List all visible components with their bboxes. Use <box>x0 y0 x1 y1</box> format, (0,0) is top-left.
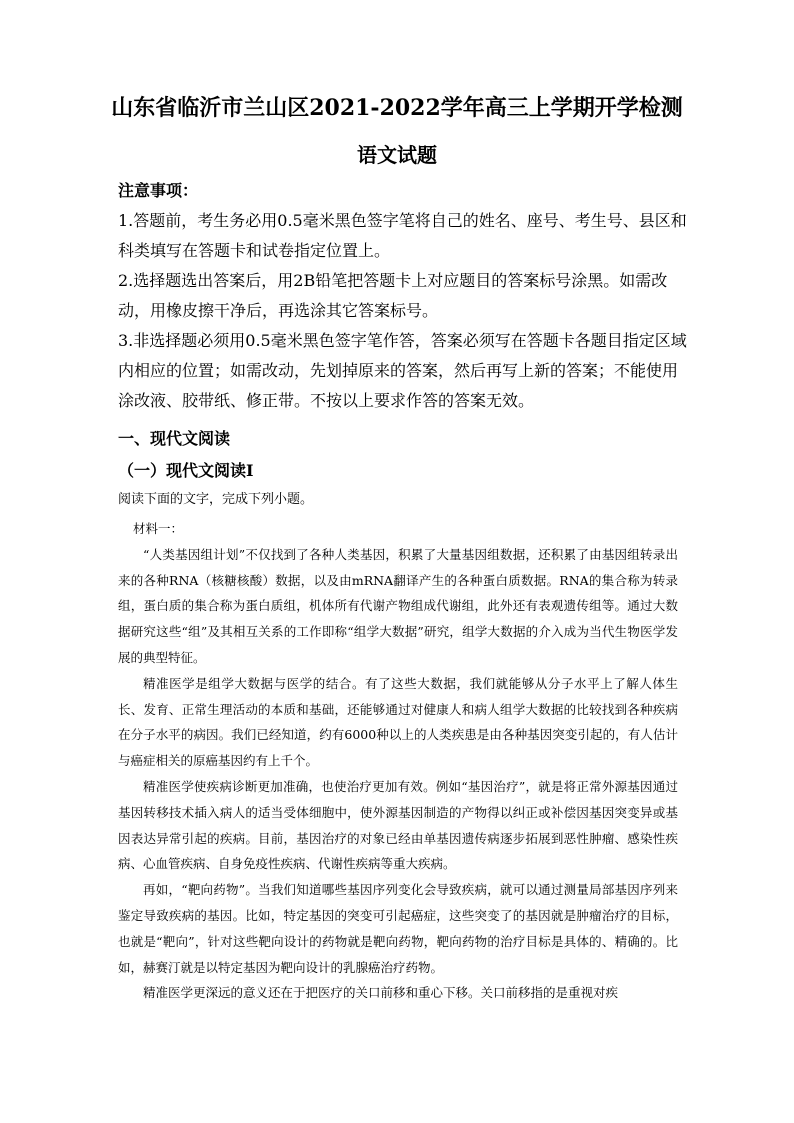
material-paragraph-3: 精准医学使疾病诊断更加准确，也使治疗更加有效。例如“基因治疗”，就是将正常外源基因通过基因转移技术插入病人的适当受体细胞中，使外源基因制造的产物得以纠正或补偿因基因突变异或基因表达异常引起的疾病。目前，基因治疗的对象已经由单基因遗传病逐步拓展到恶性肿瘤、感染性疾病、心血管疾病、自身免疫性疾病、代谢性疾病等重大疾病。 <box>118 778 678 872</box>
section-subtitle: （一）现代文阅读Ⅰ <box>118 461 254 480</box>
notes-block <box>118 176 688 416</box>
material-paragraph-4: 再如，“靶向药物”。当我们知道哪些基因序列变化会导致疾病，就可以通过测量局部基因序列来鉴定导致疾病的基因。比如，特定基因的突变可引起癌症，这些突变了的基因就是肿瘤治疗的目标，也就是“靶向”，针对这些靶向设计的药物就是靶向药物，靶向药物的治疗目标是具体的、精确的。比如，赫赛汀就是以特定基因为靶向设计的乳腺癌治疗药物。 <box>118 882 678 975</box>
exam-title: 山东省临沂市兰山区2021-2022学年高三上学期开学检测 <box>111 95 683 121</box>
section-title: 一、现代文阅读 <box>118 429 231 448</box>
notes-heading: 注意事项： <box>118 181 199 200</box>
material-label: 材料一： <box>133 521 184 536</box>
section-instruction: 阅读下面的文字，完成下列小题。 <box>118 491 314 506</box>
note-item-1: 1.答题前，考生务必用0.5毫米黑色签字笔将自己的姓名、座号、考生号、县区和科类填写在答题卡和试卷指定位置上。 <box>118 211 687 260</box>
material-paragraph-2: 精准医学是组学大数据与医学的结合。有了这些大数据，我们就能够从分子水平上了解人体生长、发育、正常生理活动的本质和基础，还能够通过对健康人和病人组学大数据的比较找到各种疾病在分子水平的病因。我们已经知道，约有6000种以上的人类疾患是由各种基因突变引起的，有人估计与癌症相关的原癌基因约有上千个。 <box>118 675 678 769</box>
material-body <box>118 516 678 1006</box>
note-item-3: 3.非选择题必须用0.5毫米黑色签字笔作答，答案必须写在答题卡各题目指定区域内相应的位置；如需改动，先划掉原来的答案，然后再写上新的答案；不能使用涂改液、胶带纸、修正带。不按以上要求作答的答案无效。 <box>118 331 687 410</box>
material-paragraph-5: 精准医学更深远的意义还在于把医疗的关口前移和重心下移。关口前移指的是重视对疾 <box>143 985 619 1001</box>
material-paragraph-1: “人类基因组计划”不仅找到了各种人类基因，积累了大量基因组数据，还积累了由基因组转录出来的各种RNA（核糖核酸）数据，以及由mRNA翻译产生的各种蛋白质数据。RNA的集合称为转录组，蛋白质的集合称为蛋白质组，机体所有代谢产物组成代谢组，此外还有表观遗传组等。通过大数据研究这些“组”及其相互关系的工作即称“组学大数据”研究，组学大数据的介入成为当代生物医学发展的典型特征。 <box>118 546 678 665</box>
exam-subtitle: 语文试题 <box>357 143 437 167</box>
note-item-2: 2.选择题选出答案后，用2B铅笔把答题卡上对应题目的答案标号涂黑。如需改动，用橡皮擦干净后，再选涂其它答案标号。 <box>118 271 668 320</box>
